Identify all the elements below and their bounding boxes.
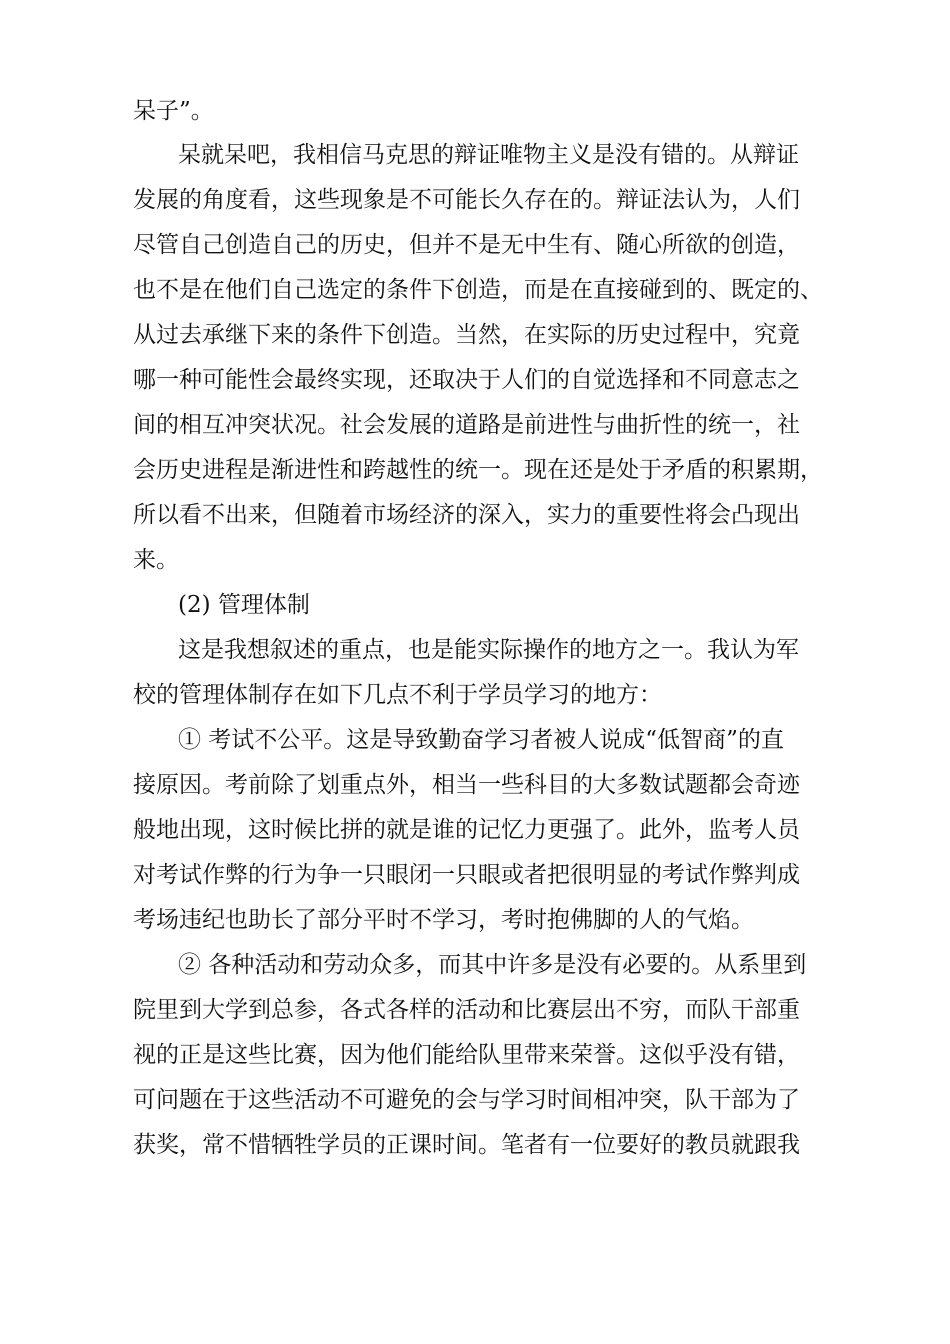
text-line: 也不是在他们自己选定的条件下创造，而是在直接碰到的、既定的、: [133, 277, 823, 303]
text-line: 呆子”。: [133, 98, 214, 124]
text-line: 所以看不出来，但随着市场经济的深入，实力的重要性将会凸现出: [133, 502, 800, 528]
list-item: ① 考试不公平。这是导致勤奋学习者被人说成“低智商”的直: [178, 727, 784, 753]
text-line: 获奖，常不惜牺牲学员的正课时间。笔者有一位要好的教员就跟我: [133, 1132, 800, 1158]
section-heading: (2) 管理体制: [178, 592, 310, 618]
paragraph-line: 这是我想叙述的重点，也是能实际操作的地方之一。我认为军: [178, 637, 799, 663]
text-line: 可问题在于这些活动不可避免的会与学习时间相冲突，队干部为了: [133, 1087, 800, 1113]
text-line: 从过去承继下来的条件下创造。当然，在实际的历史过程中，究竟: [133, 322, 800, 348]
text-line: 对考试作弊的行为争一只眼闭一只眼或者把很明显的考试作弊判成: [133, 862, 800, 888]
text-line: 间的相互冲突状况。社会发展的道路是前进性与曲折性的统一，社: [133, 412, 800, 438]
text-line: 来。: [133, 547, 179, 573]
text-line: 会历史进程是渐进性和跨越性的统一。现在还是处于矛盾的积累期，: [133, 457, 823, 483]
text-line: 视的正是这些比赛，因为他们能给队里带来荣誉。这似乎没有错，: [133, 1042, 800, 1068]
text-line: 院里到大学到总参，各式各样的活动和比赛层出不穷，而队干部重: [133, 997, 800, 1023]
paragraph-line: 呆就呆吧，我相信马克思的辩证唯物主义是没有错的。从辩证: [178, 142, 799, 168]
text-line: 发展的角度看，这些现象是不可能长久存在的。辩证法认为，人们: [133, 187, 800, 213]
text-line: 般地出现，这时候比拼的就是谁的记忆力更强了。此外，监考人员: [133, 817, 800, 843]
text-line: 尽管自己创造自己的历史，但并不是无中生有、随心所欲的创造，: [133, 232, 800, 258]
text-line: 考场违纪也助长了部分平时不学习，考时抱佛脚的人的气焰。: [133, 907, 754, 933]
text-line: 接原因。考前除了划重点外，相当一些科目的大多数试题都会奇迹: [133, 772, 800, 798]
list-item: ② 各种活动和劳动众多，而其中许多是没有必要的。从系里到: [178, 952, 807, 978]
text-line: 校的管理体制存在如下几点不利于学员学习的地方：: [133, 682, 662, 708]
text-line: 哪一种可能性会最终实现，还取决于人们的自觉选择和不同意志之: [133, 367, 800, 393]
